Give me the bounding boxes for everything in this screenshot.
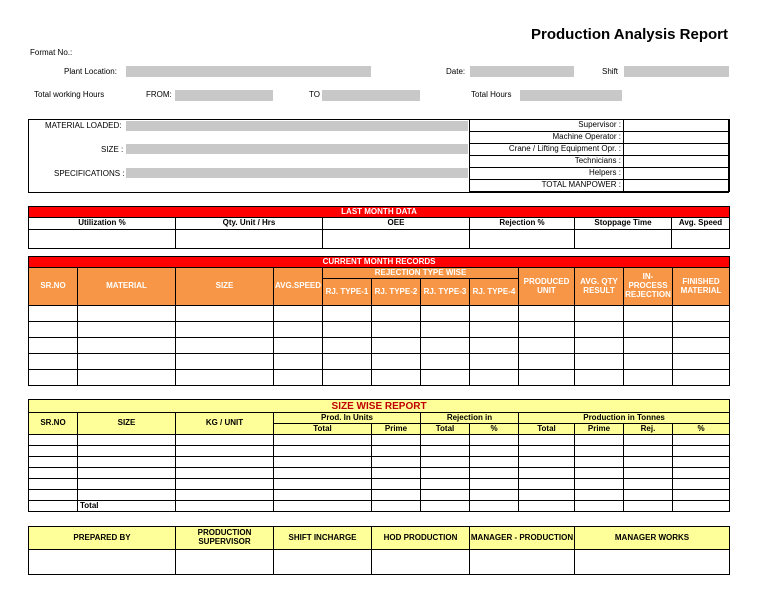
current-month-table — [28, 256, 730, 386]
col-tonnes-percent: % — [673, 424, 730, 435]
manpower-table — [469, 119, 730, 192]
col-qty-unit-hrs: Qty. Unit / Hrs — [176, 218, 323, 230]
date-label: Date: — [446, 67, 466, 76]
material-loaded-label: MATERIAL LOADED: — [45, 121, 122, 130]
manager-works-header: MANAGER WORKS — [575, 527, 730, 550]
format-no-label: Format No.: — [30, 48, 73, 57]
table-row — [29, 306, 730, 322]
manager-production-header: MANAGER - PRODUCTION — [470, 527, 575, 550]
last-month-table — [28, 206, 730, 249]
col-sr-no-size: SR.NO — [29, 413, 78, 435]
table-row — [29, 322, 730, 338]
prepared-by-header: PREPARED BY — [29, 527, 176, 550]
total-manpower-label: TOTAL MANPOWER : — [470, 180, 624, 192]
col-oee: OEE — [323, 218, 470, 230]
table-row — [29, 354, 730, 370]
signature-row — [29, 550, 730, 575]
crane-operator-value[interactable] — [624, 144, 730, 156]
size-wise-title: SIZE WISE REPORT — [29, 400, 730, 413]
table-row — [29, 435, 730, 446]
col-material: MATERIAL — [78, 268, 176, 306]
col-kg-unit: KG / UNIT — [176, 413, 274, 435]
signature-table — [28, 526, 730, 575]
col-rj-type-2: RJ. TYPE-2 — [372, 279, 421, 306]
crane-operator-label: Crane / Lifting Equipment Opr. : — [470, 144, 624, 156]
production-supervisor-header: PRODUCTION SUPERVISOR — [176, 527, 274, 550]
total-row — [29, 501, 730, 512]
specifications-label: SPECIFICATIONS : — [54, 169, 125, 178]
prod-in-units-header: Prod. In Units — [274, 413, 421, 424]
technicians-label: Technicians : — [470, 156, 624, 168]
table-row — [29, 338, 730, 354]
technicians-value[interactable] — [624, 156, 730, 168]
rejection-in-header: Rejection in — [421, 413, 519, 424]
plant-location-field[interactable] — [126, 66, 371, 77]
specifications-field[interactable] — [126, 168, 468, 178]
to-label: TO — [309, 90, 320, 99]
supervisor-value[interactable] — [624, 120, 730, 132]
col-rj-type-4: RJ. TYPE-4 — [470, 279, 519, 306]
total-working-hours-label: Total working Hours — [34, 90, 105, 99]
col-utilization: Utilization % — [29, 218, 176, 230]
table-row — [29, 457, 730, 468]
current-month-title: CURRENT MONTH RECORDS — [29, 257, 730, 268]
helpers-label: Helpers : — [470, 168, 624, 180]
col-produced-unit: PRODUCED UNIT — [519, 268, 575, 306]
col-size: SIZE — [176, 268, 274, 306]
col-prod-prime: Prime — [372, 424, 421, 435]
col-avg-speed-current: AVG.SPEED — [274, 268, 323, 306]
col-avg-qty-result: AVG. QTY RESULT — [575, 268, 624, 306]
from-label: FROM: — [146, 90, 172, 99]
col-sr-no: SR.NO — [29, 268, 78, 306]
machine-operator-value[interactable] — [624, 132, 730, 144]
shift-incharge-header: SHIFT INCHARGE — [274, 527, 372, 550]
plant-location-label: Plant Location: — [64, 67, 117, 76]
col-in-process-rejection: IN-PROCESS REJECTION — [624, 268, 673, 306]
size-field[interactable] — [126, 144, 468, 154]
supervisor-label: Supervisor : — [470, 120, 624, 132]
col-tonnes-prime: Prime — [575, 424, 624, 435]
page-title: Production Analysis Report — [531, 26, 728, 43]
machine-operator-label: Machine Operator : — [470, 132, 624, 144]
col-tonnes-total: Total — [519, 424, 575, 435]
date-field[interactable] — [470, 66, 574, 77]
total-manpower-value[interactable] — [624, 180, 730, 192]
from-field[interactable] — [175, 90, 273, 101]
material-loaded-field[interactable] — [126, 121, 468, 131]
col-rej-total: Total — [421, 424, 470, 435]
production-in-tonnes-header: Production in Tonnes — [519, 413, 730, 424]
table-row — [29, 468, 730, 479]
total-row-label: Total — [78, 501, 176, 512]
rejection-type-wise-header: REJECTION TYPE WISE — [323, 268, 519, 279]
total-hours-field[interactable] — [520, 90, 622, 101]
col-rej-percent: % — [470, 424, 519, 435]
col-rj-type-1: RJ. TYPE-1 — [323, 279, 372, 306]
last-month-row — [29, 230, 730, 249]
shift-field[interactable] — [624, 66, 729, 77]
col-finished-material: FINISHED MATERIAL — [673, 268, 730, 306]
table-row — [29, 479, 730, 490]
col-stoppage-time: Stoppage Time — [575, 218, 672, 230]
table-row — [29, 370, 730, 386]
size-label: SIZE : — [101, 145, 124, 154]
size-wise-table — [28, 399, 730, 512]
col-tonnes-rej: Rej. — [624, 424, 673, 435]
last-month-title: LAST MONTH DATA — [29, 207, 730, 218]
table-row — [29, 490, 730, 501]
col-rejection: Rejection % — [470, 218, 575, 230]
col-rj-type-3: RJ. TYPE-3 — [421, 279, 470, 306]
col-size-report: SIZE — [78, 413, 176, 435]
table-row — [29, 446, 730, 457]
hod-production-header: HOD PRODUCTION — [372, 527, 470, 550]
shift-label: Shift — [602, 67, 619, 76]
col-prod-total: Total — [274, 424, 372, 435]
helpers-value[interactable] — [624, 168, 730, 180]
col-avg-speed: Avg. Speed — [672, 218, 730, 230]
total-hours-label: Total Hours — [471, 90, 512, 99]
to-field[interactable] — [322, 90, 420, 101]
